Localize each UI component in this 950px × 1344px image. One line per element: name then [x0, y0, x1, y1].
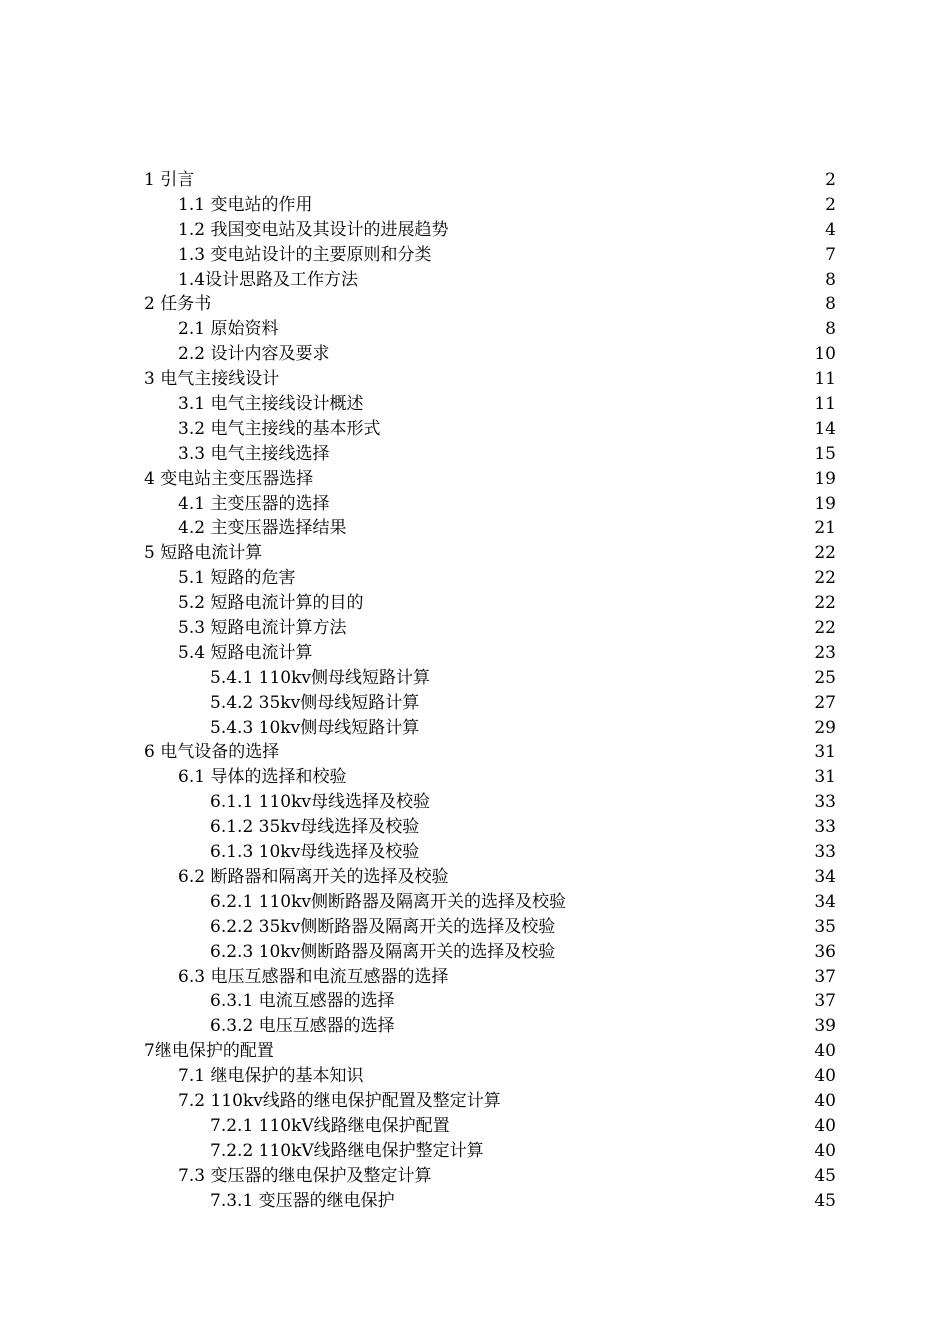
- toc-entry-page-number: 45: [814, 1165, 836, 1186]
- toc-entry-title: 5.3 短路电流计算方法: [178, 618, 347, 639]
- toc-entry-page-number: 22: [814, 593, 836, 614]
- toc-entry[interactable]: [0, 666, 950, 691]
- toc-entry-page-number: 40: [814, 1115, 836, 1136]
- toc-entry[interactable]: [0, 516, 950, 541]
- toc-entry-title: 6.2.3 10kv侧断路器及隔离开关的选择及校验: [210, 941, 556, 962]
- toc-entry-title: 3.1 电气主接线设计概述: [178, 394, 364, 415]
- toc-entry[interactable]: [0, 740, 950, 765]
- toc-entry[interactable]: [0, 243, 950, 268]
- toc-entry-page-number: 31: [814, 742, 836, 763]
- toc-entry-title: 6.3 电压互感器和电流互感器的选择: [178, 966, 449, 987]
- toc-entry[interactable]: [0, 392, 950, 417]
- toc-entry-title: 3 电气主接线设计: [144, 369, 280, 390]
- toc-entry-title: 6.2.1 110kv侧断路器及隔离开关的选择及校验: [210, 891, 567, 912]
- toc-entry-title: 6.1.1 110kv母线选择及校验: [210, 792, 431, 813]
- toc-entry-title: 1.2 我国变电站及其设计的进展趋势: [178, 219, 449, 240]
- toc-entry[interactable]: [0, 815, 950, 840]
- toc-entry-page-number: 22: [814, 618, 836, 639]
- toc-entry-page-number: 21: [814, 518, 836, 539]
- toc-entry[interactable]: [0, 790, 950, 815]
- toc-entry-title: 1.1 变电站的作用: [178, 194, 313, 215]
- toc-entry-page-number: 40: [814, 1090, 836, 1111]
- toc-entry-title: 4 变电站主变压器选择: [144, 468, 314, 489]
- toc-entry-title: 4.1 主变压器的选择: [178, 493, 330, 514]
- toc-entry-title: 6.3.2 电压互感器的选择: [210, 1016, 395, 1037]
- toc-entry-page-number: 19: [814, 493, 836, 514]
- toc-entry[interactable]: [0, 641, 950, 666]
- toc-entry[interactable]: [0, 367, 950, 392]
- toc-entry-page-number: 31: [814, 767, 836, 788]
- toc-entry-title: 5 短路电流计算: [144, 543, 263, 564]
- toc-entry-page-number: 15: [814, 443, 836, 464]
- toc-entry-page-number: 25: [814, 667, 836, 688]
- toc-entry[interactable]: [0, 591, 950, 616]
- toc-entry-page-number: 33: [814, 842, 836, 863]
- toc-entry-title: 7.3 变压器的继电保护及整定计算: [178, 1165, 432, 1186]
- toc-entry[interactable]: [0, 218, 950, 243]
- toc-entry-page-number: 34: [814, 891, 836, 912]
- table-of-contents: [0, 168, 950, 1213]
- toc-entry-page-number: 14: [814, 418, 836, 439]
- toc-entry[interactable]: [0, 940, 950, 965]
- toc-entry[interactable]: [0, 840, 950, 865]
- toc-entry-page-number: 45: [814, 1190, 836, 1211]
- toc-entry-title: 1.4设计思路及工作方法: [178, 269, 359, 290]
- toc-entry-title: 7.2 110kv线路的继电保护配置及整定计算: [178, 1090, 501, 1111]
- toc-entry[interactable]: [0, 268, 950, 293]
- toc-entry[interactable]: [0, 965, 950, 990]
- toc-entry-page-number: 22: [814, 568, 836, 589]
- toc-entry[interactable]: [0, 1114, 950, 1139]
- toc-entry[interactable]: [0, 890, 950, 915]
- toc-entry-title: 5.4.1 110kv侧母线短路计算: [210, 667, 431, 688]
- toc-entry[interactable]: [0, 1039, 950, 1064]
- toc-entry[interactable]: [0, 865, 950, 890]
- toc-entry[interactable]: [0, 1139, 950, 1164]
- toc-entry-title: 5.2 短路电流计算的目的: [178, 593, 364, 614]
- toc-entry-page-number: 2: [825, 170, 836, 190]
- toc-entry-page-number: 11: [814, 369, 836, 390]
- toc-entry[interactable]: [0, 292, 950, 317]
- toc-entry-title: 1.3 变电站设计的主要原则和分类: [178, 244, 432, 265]
- toc-entry-title: 5.4 短路电流计算: [178, 642, 313, 663]
- toc-entry[interactable]: [0, 1014, 950, 1039]
- toc-entry[interactable]: [0, 616, 950, 641]
- toc-entry[interactable]: [0, 1064, 950, 1089]
- toc-entry-title: 6.1 导体的选择和校验: [178, 767, 347, 788]
- toc-entry[interactable]: [0, 168, 950, 193]
- toc-entry-title: 6.1.3 10kv母线选择及校验: [210, 842, 420, 863]
- toc-entry-page-number: 40: [814, 1041, 836, 1062]
- toc-entry-page-number: 23: [814, 642, 836, 663]
- toc-entry[interactable]: [0, 566, 950, 591]
- toc-entry-page-number: 7: [825, 244, 836, 265]
- toc-entry-page-number: 37: [814, 991, 836, 1012]
- toc-entry[interactable]: [0, 1164, 950, 1189]
- toc-entry-page-number: 33: [814, 817, 836, 838]
- toc-entry-title: 6.2 断路器和隔离开关的选择及校验: [178, 866, 449, 887]
- toc-entry[interactable]: [0, 1089, 950, 1114]
- toc-entry[interactable]: [0, 691, 950, 716]
- toc-entry-page-number: 8: [825, 319, 836, 340]
- toc-entry[interactable]: [0, 765, 950, 790]
- toc-entry-page-number: 39: [814, 1016, 836, 1037]
- toc-entry-title: 7.1 继电保护的基本知识: [178, 1066, 364, 1087]
- toc-entry-title: 6 电气设备的选择: [144, 742, 280, 763]
- toc-entry-title: 1 引言: [144, 170, 195, 190]
- toc-entry-title: 7.2.2 110kV线路继电保护整定计算: [210, 1140, 484, 1161]
- toc-entry-page-number: 35: [814, 916, 836, 937]
- toc-entry-title: 2.1 原始资料: [178, 319, 279, 340]
- toc-entry[interactable]: [0, 342, 950, 367]
- toc-entry[interactable]: [0, 193, 950, 218]
- toc-entry-title: 5.4.3 10kv侧母线短路计算: [210, 717, 420, 738]
- toc-entry[interactable]: [0, 1189, 950, 1214]
- toc-entry-title: 7.3.1 变压器的继电保护: [210, 1190, 395, 1211]
- toc-entry-page-number: 11: [814, 394, 836, 415]
- toc-entry-title: 7.2.1 110kV线路继电保护配置: [210, 1115, 450, 1136]
- toc-entry-title: 6.2.2 35kv侧断路器及隔离开关的选择及校验: [210, 916, 556, 937]
- toc-entry-page-number: 10: [814, 344, 836, 365]
- toc-entry-page-number: 40: [814, 1066, 836, 1087]
- toc-entry-page-number: 29: [814, 717, 836, 738]
- toc-entry-page-number: 22: [814, 543, 836, 564]
- toc-entry[interactable]: [0, 989, 950, 1014]
- toc-entry[interactable]: [0, 541, 950, 566]
- toc-entry-page-number: 27: [814, 692, 836, 713]
- toc-entry-title: 2 任务书: [144, 294, 212, 315]
- toc-entry-page-number: 2: [825, 194, 836, 215]
- toc-entry-page-number: 40: [814, 1140, 836, 1161]
- toc-entry[interactable]: [0, 417, 950, 442]
- toc-entry-title: 7继电保护的配置: [144, 1041, 274, 1062]
- toc-entry-page-number: 19: [814, 468, 836, 489]
- toc-entry-page-number: 34: [814, 866, 836, 887]
- toc-entry-title: 5.1 短路的危害: [178, 568, 296, 589]
- toc-entry-page-number: 36: [814, 941, 836, 962]
- toc-entry[interactable]: [0, 442, 950, 467]
- toc-entry-page-number: 4: [825, 219, 836, 240]
- toc-entry[interactable]: [0, 915, 950, 940]
- toc-entry-page-number: 37: [814, 966, 836, 987]
- toc-entry-page-number: 33: [814, 792, 836, 813]
- toc-entry[interactable]: [0, 317, 950, 342]
- toc-entry[interactable]: [0, 492, 950, 517]
- toc-entry-page-number: 8: [825, 294, 836, 315]
- toc-entry[interactable]: [0, 467, 950, 492]
- toc-entry-title: 3.2 电气主接线的基本形式: [178, 418, 381, 439]
- toc-entry-title: 3.3 电气主接线选择: [178, 443, 330, 464]
- toc-entry-title: 4.2 主变压器选择结果: [178, 518, 347, 539]
- toc-entry-title: 6.1.2 35kv母线选择及校验: [210, 817, 420, 838]
- toc-entry-title: 5.4.2 35kv侧母线短路计算: [210, 692, 420, 713]
- toc-entry-title: 2.2 设计内容及要求: [178, 344, 330, 365]
- toc-entry[interactable]: [0, 716, 950, 741]
- toc-entry-page-number: 8: [825, 269, 836, 290]
- toc-entry-title: 6.3.1 电流互感器的选择: [210, 991, 395, 1012]
